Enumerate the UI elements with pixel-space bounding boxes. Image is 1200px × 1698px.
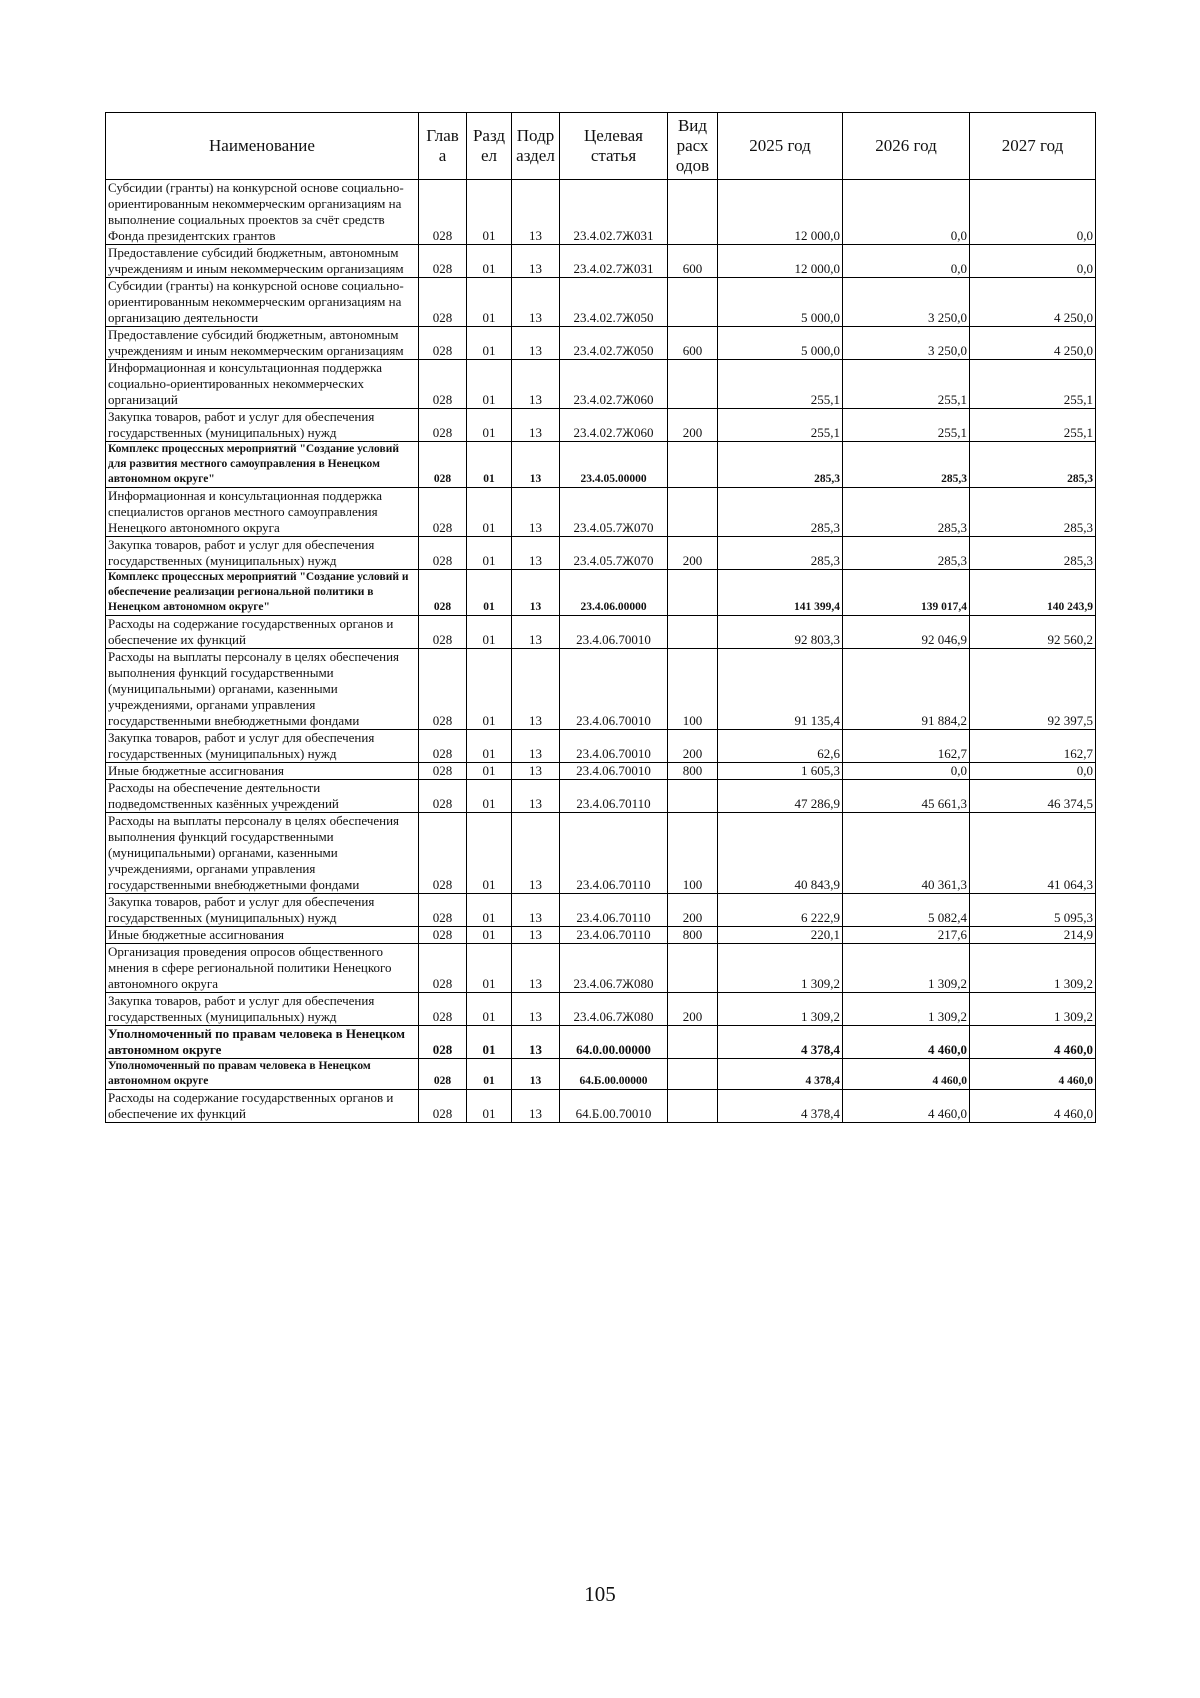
cell-2025: 47 286,9 [718,780,843,813]
cell-2027: 0,0 [970,245,1096,278]
cell-target: 23.4.06.7Ж080 [560,944,668,993]
header-year-2027: 2027 год [970,113,1096,180]
cell-name: Уполномоченный по правам человека в Ненецком автономном округе [106,1059,419,1090]
cell-target: 23.4.02.7Ж031 [560,180,668,245]
cell-name: Иные бюджетные ассигнования [106,927,419,944]
cell-target: 64.0.00.00000 [560,1026,668,1059]
table-row [106,278,1096,327]
cell-2026: 162,7 [843,730,970,763]
cell-2026: 0,0 [843,245,970,278]
cell-subsection: 13 [512,442,560,488]
cell-name: Организация проведения опросов общественного мнения в сфере региональной политики Ненецкого автономного округа [106,944,419,993]
cell-2027: 92 397,5 [970,649,1096,730]
cell-2026: 139 017,4 [843,570,970,616]
cell-2025: 220,1 [718,927,843,944]
cell-2025: 1 309,2 [718,993,843,1026]
cell-subsection: 13 [512,360,560,409]
cell-name: Закупка товаров, работ и услуг для обеспечения государственных (муниципальных) нужд [106,537,419,570]
cell-2025: 4 378,4 [718,1090,843,1123]
cell-name: Расходы на выплаты персоналу в целях обеспечения выполнения функций государственными (муниципальными) органами, казенными учреждениями, органами управления государственными внебюджетными фондами [106,813,419,894]
cell-2027: 140 243,9 [970,570,1096,616]
cell-2026: 255,1 [843,409,970,442]
cell-2027: 92 560,2 [970,616,1096,649]
cell-2027: 0,0 [970,763,1096,780]
cell-2027: 4 250,0 [970,278,1096,327]
cell-name: Закупка товаров, работ и услуг для обеспечения государственных (муниципальных) нужд [106,730,419,763]
table-row [106,1090,1096,1123]
cell-section: 01 [467,488,512,537]
cell-subsection: 13 [512,730,560,763]
cell-section: 01 [467,927,512,944]
cell-section: 01 [467,327,512,360]
table-row [106,813,1096,894]
cell-2025: 4 378,4 [718,1026,843,1059]
cell-2025: 5 000,0 [718,327,843,360]
cell-2026: 217,6 [843,927,970,944]
table-row [106,1026,1096,1059]
cell-2026: 3 250,0 [843,327,970,360]
table-row [106,409,1096,442]
cell-expense-type [668,616,718,649]
cell-target: 64.Б.00.70010 [560,1090,668,1123]
table-row [106,894,1096,927]
cell-section: 01 [467,993,512,1026]
cell-2025: 92 803,3 [718,616,843,649]
cell-name: Предоставление субсидий бюджетным, автономным учреждениям и иным некоммерческим организациям [106,245,419,278]
cell-2027: 0,0 [970,180,1096,245]
cell-target: 23.4.02.7Ж060 [560,409,668,442]
cell-target: 64.Б.00.00000 [560,1059,668,1090]
cell-2025: 91 135,4 [718,649,843,730]
cell-2027: 1 309,2 [970,993,1096,1026]
cell-subsection: 13 [512,616,560,649]
cell-expense-type: 200 [668,537,718,570]
cell-2026: 3 250,0 [843,278,970,327]
cell-chapter: 028 [419,927,467,944]
cell-expense-type [668,278,718,327]
cell-expense-type [668,944,718,993]
cell-target: 23.4.05.7Ж070 [560,537,668,570]
cell-section: 01 [467,944,512,993]
cell-name: Закупка товаров, работ и услуг для обеспечения государственных (муниципальных) нужд [106,894,419,927]
cell-2026: 1 309,2 [843,944,970,993]
cell-target: 23.4.06.70110 [560,894,668,927]
cell-chapter: 028 [419,649,467,730]
table-row [106,327,1096,360]
cell-2025: 255,1 [718,409,843,442]
cell-chapter: 028 [419,409,467,442]
cell-target: 23.4.06.70010 [560,763,668,780]
cell-section: 01 [467,649,512,730]
header-chapter: Глав а [419,113,467,180]
cell-chapter: 028 [419,1059,467,1090]
cell-section: 01 [467,780,512,813]
cell-2025: 1 605,3 [718,763,843,780]
cell-2025: 6 222,9 [718,894,843,927]
header-year-2025: 2025 год [718,113,843,180]
cell-subsection: 13 [512,993,560,1026]
cell-name: Расходы на обеспечение деятельности подведомственных казённых учреждений [106,780,419,813]
cell-target: 23.4.06.70010 [560,616,668,649]
cell-2027: 46 374,5 [970,780,1096,813]
cell-expense-type [668,780,718,813]
cell-2026: 5 082,4 [843,894,970,927]
cell-chapter: 028 [419,780,467,813]
cell-2027: 41 064,3 [970,813,1096,894]
table-row [106,180,1096,245]
cell-chapter: 028 [419,1026,467,1059]
cell-2025: 12 000,0 [718,245,843,278]
table-body [106,180,1096,1123]
cell-name: Субсидии (гранты) на конкурсной основе социально-ориентированным некоммерческим организациям на организацию деятельности [106,278,419,327]
cell-section: 01 [467,570,512,616]
cell-chapter: 028 [419,616,467,649]
cell-subsection: 13 [512,780,560,813]
cell-name: Предоставление субсидий бюджетным, автономным учреждениям и иным некоммерческим организациям [106,327,419,360]
cell-section: 01 [467,442,512,488]
cell-expense-type: 200 [668,993,718,1026]
table-row [106,780,1096,813]
cell-name: Информационная и консультационная поддержка социально-ориентированных некоммерческих организаций [106,360,419,409]
cell-target: 23.4.02.7Ж060 [560,360,668,409]
cell-2027: 1 309,2 [970,944,1096,993]
cell-subsection: 13 [512,813,560,894]
cell-subsection: 13 [512,409,560,442]
cell-2027: 285,3 [970,488,1096,537]
table-row [106,763,1096,780]
table-row [106,927,1096,944]
cell-2026: 285,3 [843,537,970,570]
cell-subsection: 13 [512,894,560,927]
cell-subsection: 13 [512,278,560,327]
cell-expense-type [668,570,718,616]
cell-2027: 162,7 [970,730,1096,763]
cell-2027: 285,3 [970,537,1096,570]
cell-chapter: 028 [419,245,467,278]
cell-chapter: 028 [419,570,467,616]
cell-2026: 0,0 [843,763,970,780]
cell-expense-type [668,1059,718,1090]
cell-target: 23.4.06.70110 [560,780,668,813]
table-row [106,993,1096,1026]
cell-2025: 285,3 [718,442,843,488]
cell-2025: 141 399,4 [718,570,843,616]
cell-section: 01 [467,180,512,245]
cell-subsection: 13 [512,1026,560,1059]
cell-section: 01 [467,616,512,649]
cell-name: Расходы на выплаты персоналу в целях обеспечения выполнения функций государственными (муниципальными) органами, казенными учреждениями, органами управления государственными внебюджетными фондами [106,649,419,730]
cell-expense-type [668,180,718,245]
cell-target: 23.4.06.00000 [560,570,668,616]
cell-chapter: 028 [419,327,467,360]
cell-chapter: 028 [419,813,467,894]
cell-subsection: 13 [512,1090,560,1123]
cell-chapter: 028 [419,537,467,570]
cell-expense-type [668,360,718,409]
table-row [106,730,1096,763]
cell-2027: 4 460,0 [970,1059,1096,1090]
cell-section: 01 [467,278,512,327]
cell-expense-type: 200 [668,730,718,763]
cell-expense-type [668,488,718,537]
cell-expense-type: 200 [668,894,718,927]
cell-2026: 45 661,3 [843,780,970,813]
cell-name: Комплекс процессных мероприятий "Создание условий для развития местного самоуправления в Ненецком автономном округе" [106,442,419,488]
cell-subsection: 13 [512,180,560,245]
cell-name: Закупка товаров, работ и услуг для обеспечения государственных (муниципальных) нужд [106,409,419,442]
cell-subsection: 13 [512,649,560,730]
cell-target: 23.4.05.7Ж070 [560,488,668,537]
cell-2027: 4 460,0 [970,1026,1096,1059]
cell-chapter: 028 [419,763,467,780]
cell-expense-type: 600 [668,245,718,278]
table-row [106,616,1096,649]
cell-section: 01 [467,537,512,570]
cell-name: Субсидии (гранты) на конкурсной основе социально-ориентированным некоммерческим организациям на выполнение социальных проектов за счёт средств Фонда президентских грантов [106,180,419,245]
cell-expense-type: 200 [668,409,718,442]
cell-2026: 0,0 [843,180,970,245]
page-number: 105 [584,1582,616,1606]
cell-2026: 255,1 [843,360,970,409]
cell-target: 23.4.02.7Ж050 [560,278,668,327]
cell-2027: 255,1 [970,409,1096,442]
cell-2027: 5 095,3 [970,894,1096,927]
cell-chapter: 028 [419,442,467,488]
cell-chapter: 028 [419,1090,467,1123]
cell-name: Информационная и консультационная поддержка специалистов органов местного самоуправления Ненецкого автономного округа [106,488,419,537]
cell-subsection: 13 [512,944,560,993]
cell-chapter: 028 [419,894,467,927]
cell-2025: 4 378,4 [718,1059,843,1090]
header-target: Целевая статья [560,113,668,180]
cell-name: Расходы на содержание государственных органов и обеспечение их функций [106,1090,419,1123]
cell-subsection: 13 [512,327,560,360]
cell-section: 01 [467,1026,512,1059]
cell-subsection: 13 [512,570,560,616]
cell-expense-type: 800 [668,927,718,944]
cell-expense-type [668,442,718,488]
table-row [106,570,1096,616]
header-subsection: Подр аздел [512,113,560,180]
cell-2027: 214,9 [970,927,1096,944]
cell-2026: 285,3 [843,488,970,537]
cell-2025: 255,1 [718,360,843,409]
cell-target: 23.4.06.70010 [560,649,668,730]
cell-expense-type [668,1026,718,1059]
cell-chapter: 028 [419,488,467,537]
cell-chapter: 028 [419,944,467,993]
cell-section: 01 [467,1059,512,1090]
cell-2025: 5 000,0 [718,278,843,327]
cell-2026: 285,3 [843,442,970,488]
table-row [106,537,1096,570]
cell-target: 23.4.06.70010 [560,730,668,763]
cell-section: 01 [467,360,512,409]
header-expense-type: Вид расх одов [668,113,718,180]
table-row [106,245,1096,278]
cell-target: 23.4.06.70110 [560,813,668,894]
cell-2025: 40 843,9 [718,813,843,894]
cell-2025: 285,3 [718,488,843,537]
cell-target: 23.4.02.7Ж031 [560,245,668,278]
cell-section: 01 [467,409,512,442]
table-row [106,1059,1096,1090]
cell-expense-type: 100 [668,649,718,730]
header-name: Наименование [106,113,419,180]
header-section: Разд ел [467,113,512,180]
cell-section: 01 [467,894,512,927]
cell-chapter: 028 [419,360,467,409]
cell-2027: 255,1 [970,360,1096,409]
cell-2025: 62,6 [718,730,843,763]
cell-2026: 92 046,9 [843,616,970,649]
cell-expense-type [668,1090,718,1123]
cell-expense-type: 800 [668,763,718,780]
cell-section: 01 [467,730,512,763]
cell-section: 01 [467,1090,512,1123]
cell-chapter: 028 [419,730,467,763]
cell-subsection: 13 [512,927,560,944]
table-row [106,649,1096,730]
cell-subsection: 13 [512,537,560,570]
cell-target: 23.4.06.7Ж080 [560,993,668,1026]
cell-2025: 285,3 [718,537,843,570]
cell-section: 01 [467,763,512,780]
budget-table [105,112,1096,1123]
table-row [106,442,1096,488]
cell-target: 23.4.06.70110 [560,927,668,944]
cell-expense-type: 100 [668,813,718,894]
table-row [106,944,1096,993]
cell-name: Уполномоченный по правам человека в Ненецком автономном округе [106,1026,419,1059]
table-row [106,488,1096,537]
cell-2025: 12 000,0 [718,180,843,245]
cell-subsection: 13 [512,488,560,537]
cell-target: 23.4.02.7Ж050 [560,327,668,360]
cell-section: 01 [467,813,512,894]
cell-name: Расходы на содержание государственных органов и обеспечение их функций [106,616,419,649]
cell-2027: 285,3 [970,442,1096,488]
cell-section: 01 [467,245,512,278]
cell-2026: 1 309,2 [843,993,970,1026]
cell-name: Иные бюджетные ассигнования [106,763,419,780]
cell-subsection: 13 [512,1059,560,1090]
table-row [106,360,1096,409]
cell-2026: 4 460,0 [843,1090,970,1123]
cell-name: Комплекс процессных мероприятий "Создание условий и обеспечение реализации региональной политики в Ненецком автономном округе" [106,570,419,616]
cell-subsection: 13 [512,763,560,780]
cell-2026: 4 460,0 [843,1059,970,1090]
cell-chapter: 028 [419,993,467,1026]
header-year-2026: 2026 год [843,113,970,180]
cell-2027: 4 460,0 [970,1090,1096,1123]
cell-target: 23.4.05.00000 [560,442,668,488]
cell-2027: 4 250,0 [970,327,1096,360]
cell-chapter: 028 [419,180,467,245]
cell-2026: 40 361,3 [843,813,970,894]
cell-2026: 4 460,0 [843,1026,970,1059]
cell-2025: 1 309,2 [718,944,843,993]
cell-name: Закупка товаров, работ и услуг для обеспечения государственных (муниципальных) нужд [106,993,419,1026]
cell-expense-type: 600 [668,327,718,360]
cell-subsection: 13 [512,245,560,278]
cell-2026: 91 884,2 [843,649,970,730]
table-header-row [106,113,1096,180]
cell-chapter: 028 [419,278,467,327]
